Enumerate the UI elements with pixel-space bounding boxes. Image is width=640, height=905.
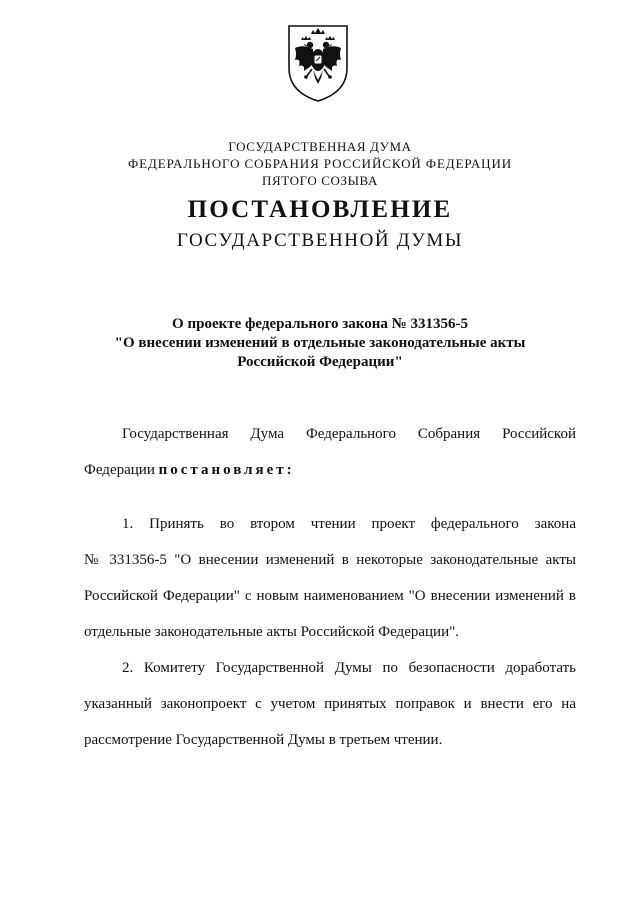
paragraph-2-line-2: указанный законопроект с учетом принятых поправок и внести его на (84, 696, 576, 712)
intro-line-1: Государственная Дума Федерального Собрания Российской (122, 426, 576, 442)
header-line-convocation: ПЯТОГО СОЗЫВА (262, 173, 378, 188)
header-line-federal-assembly: ФЕДЕРАЛЬНОГО СОБРАНИЯ РОССИЙСКОЙ ФЕДЕРАЦИИ (127, 156, 513, 171)
paragraph-1-line-4: отдельные законодательные акты Российской Федерации". (84, 624, 459, 640)
subject-line-1: О проекте федерального закона № 331356-5 (172, 316, 468, 332)
intro-prefix: Федерации (84, 462, 159, 478)
paragraph-2-line-3: рассмотрение Государственной Думы в третьем чтении. (84, 732, 443, 748)
document-type-title: ПОСТАНОВЛЕНИЕ (187, 196, 453, 223)
decree-word: постановляет: (158, 462, 295, 478)
paragraph-1-line-1: 1. Принять во втором чтении проект федерального закона (122, 516, 576, 532)
subject-line-2: "О внесении изменений в отдельные законодательные акты (114, 335, 526, 351)
paragraph-1-line-2: № 331356-5 "О внесении изменений в некоторые законодательные акты (84, 552, 576, 568)
paragraph-2-line-1: 2. Комитету Государственной Думы по безопасности доработать (122, 660, 576, 676)
document-issuer-title: ГОСУДАРСТВЕННОЙ ДУМЫ (176, 230, 464, 251)
coat-of-arms-icon (283, 22, 353, 104)
intro-line-2 (84, 460, 576, 480)
subject-line-3: Российской Федерации" (237, 354, 403, 370)
paragraph-1-line-3: Российской Федерации" с новым наименованием "О внесении изменений в (84, 588, 576, 604)
header-line-duma: ГОСУДАРСТВЕННАЯ ДУМА (228, 139, 412, 154)
